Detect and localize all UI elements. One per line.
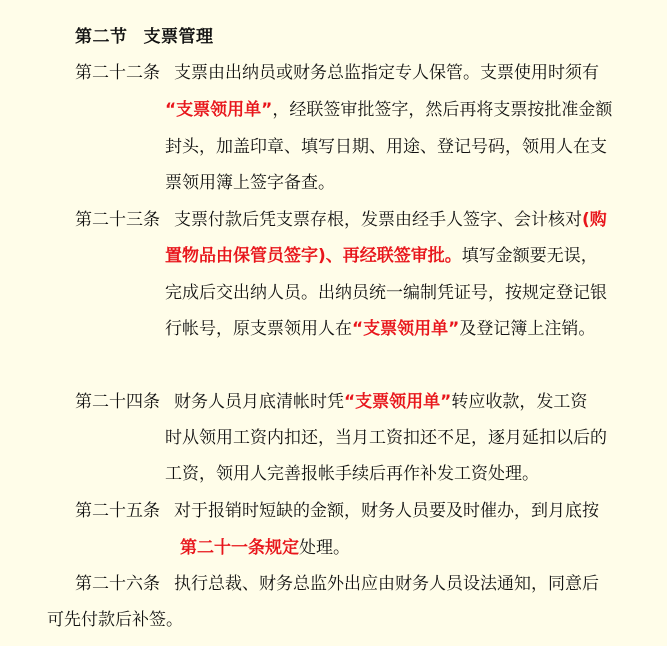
highlighted-text: 置物品由保管员签字)、再经联签审批。: [165, 246, 462, 266]
article-text: 完成后交出纳人员。出纳员统一编制凭证号，按规定登记银: [165, 283, 607, 303]
article-label: 第二十六条: [75, 574, 160, 594]
highlighted-text: “支票领用单”: [344, 392, 452, 412]
article-line: [165, 282, 607, 304]
article-text: 转应收款，发工资: [451, 392, 588, 412]
article-text: 支票由出纳员或财务总监指定专人保管。支票使用时须有: [174, 63, 599, 83]
article-label: 第二十二条: [75, 63, 160, 83]
article-line: [75, 391, 587, 413]
article-text: 时从领用工资内扣还，当月工资扣还不足，逐月延扣以后的: [165, 428, 607, 448]
article-text: ，经联签审批签字，然后再将支票按批准金额: [272, 100, 613, 120]
article-label: 第二十五条: [75, 501, 160, 521]
article-text: 及登记簿上注销。: [459, 319, 596, 339]
article-text: 封头，加盖印章、填写日期、用途、登记号码，领用人在支: [165, 137, 607, 157]
section-title: 支票管理: [143, 27, 214, 47]
section-heading: [75, 22, 214, 47]
article-line: [75, 573, 599, 595]
article-line: [47, 609, 183, 631]
article-line: [165, 99, 612, 121]
article-line: [165, 136, 607, 158]
article-line: [165, 463, 539, 485]
section-number: 第二节: [75, 27, 128, 47]
article-line: [165, 245, 598, 267]
article-line: [75, 500, 599, 522]
article-text: 财务人员月底清帐时凭: [174, 392, 344, 412]
article-text: 执行总裁、财务总监外出应由财务人员设法通知，同意后: [174, 574, 599, 594]
article-text: 支票付款后凭支票存根，发票由经手人签字、会计核对: [174, 210, 582, 230]
article-text: 工资，领用人完善报帐手续后再作补发工资处理。: [165, 464, 539, 484]
highlighted-text: 第二十一条规定: [180, 538, 299, 558]
article-text: 填写金额要无误，: [461, 246, 598, 266]
article-text: 对于报销时短缺的金额，财务人员要及时催办，到月底按: [174, 501, 599, 521]
article-line: [75, 62, 599, 84]
highlighted-text: (购: [582, 210, 607, 230]
article-line: [165, 318, 595, 340]
article-text: 处理。: [299, 538, 350, 558]
article-text: 可先付款后补签。: [47, 610, 183, 630]
article-text: 行帐号，原支票领用人在: [165, 319, 352, 339]
article-label: 第二十四条: [75, 392, 160, 412]
highlighted-text: “支票领用单”: [165, 100, 273, 120]
article-line: [180, 537, 350, 559]
highlighted-text: “支票领用单”: [352, 319, 460, 339]
article-line: [165, 427, 607, 449]
article-line: [165, 172, 335, 194]
article-text: 票领用簿上签字备查。: [165, 173, 335, 193]
article-line: [75, 209, 607, 231]
article-label: 第二十三条: [75, 210, 160, 230]
